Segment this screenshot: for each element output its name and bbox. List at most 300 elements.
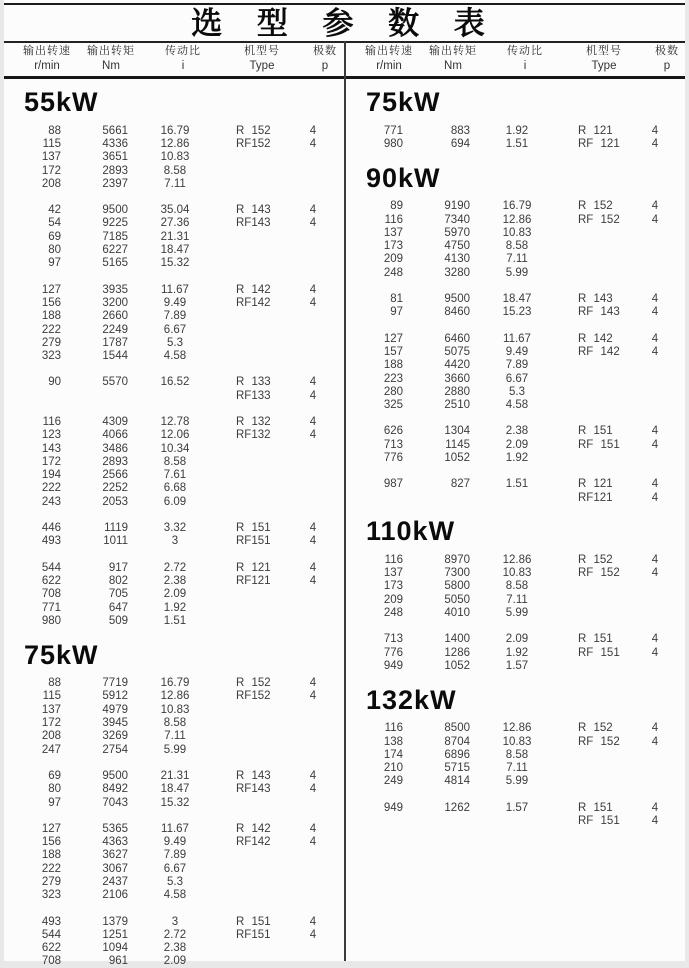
table-row [346,124,685,137]
cell-speed: 708 [41,955,61,968]
table-row [4,521,344,534]
cell-model: RF 152 [578,213,620,226]
header-ratio-unit: i [523,60,527,72]
table-row [4,822,344,835]
table-row [4,849,344,862]
cell-speed: 173 [383,580,403,593]
cell-ratio: 18.47 [160,244,190,257]
table-row [346,438,685,451]
cell-model: R 142 [236,822,271,835]
cell-poles: 4 [309,376,317,389]
table-row [346,593,685,606]
cell-torque: 1262 [444,801,470,814]
cell-ratio: 5.3 [509,385,525,398]
cell-ratio: 7.11 [506,253,528,266]
cell-model: R 151 [236,915,271,928]
cell-poles: 4 [309,574,317,587]
cell-speed: 980 [383,137,403,150]
cell-model: RF142 [236,296,271,309]
cell-torque: 3486 [102,442,128,455]
data-block [4,561,344,627]
cell-torque: 5165 [102,257,128,270]
cell-ratio: 12.78 [160,415,190,428]
page-title: 选 型 参 数 表 [191,6,498,41]
cell-torque: 509 [108,614,128,627]
cell-poles: 4 [651,567,659,580]
cell-ratio: 7.89 [163,310,187,323]
cell-torque: 2437 [102,876,128,888]
cell-speed: 222 [41,323,61,336]
section-heading: 55kW [24,87,99,117]
cell-model: RF152 [236,690,271,703]
cell-torque: 7043 [102,796,128,809]
cell-poles: 4 [309,535,317,548]
table-row [4,429,344,442]
data-block [346,292,685,319]
table-row [4,561,344,574]
section-heading: 110kW [366,516,456,547]
cell-torque: 4363 [102,836,128,849]
table-row [4,955,344,968]
cell-model: RF 142 [578,345,620,358]
cell-speed: 209 [383,253,403,266]
cell-torque: 1787 [102,336,128,349]
table-row [346,478,685,491]
cell-torque: 8970 [444,553,470,566]
cell-model: RF 151 [578,815,620,828]
cell-model: RF133 [236,389,271,402]
cell-model: R 121 [578,478,613,491]
header-ratio [144,44,222,74]
cell-model: R 152 [236,124,271,137]
cell-poles: 4 [651,345,659,358]
cell-model: R 142 [578,332,613,345]
cell-speed: 137 [41,703,61,716]
cell-torque: 4979 [102,703,128,716]
cell-speed: 771 [41,601,61,614]
cell-speed: 137 [41,151,61,164]
section-heading: 132kW [366,684,457,715]
cell-ratio: 2.38 [163,574,187,587]
cell-ratio: 2.09 [505,438,529,451]
cell-speed: 123 [41,429,61,442]
cell-speed: 210 [383,762,403,775]
table-row [346,137,685,150]
table-row [346,814,685,827]
cell-speed: 713 [383,633,403,646]
table-row [346,253,685,266]
table-row [346,775,685,788]
cell-torque: 647 [108,601,128,614]
cell-torque: 7185 [102,230,128,243]
cell-ratio: 7.89 [505,359,529,372]
cell-speed: 188 [383,359,403,372]
table-row [4,323,344,336]
cell-model: R 152 [578,722,613,735]
cell-speed: 69 [48,769,61,782]
cell-ratio: 1.51 [163,614,187,627]
table-row [346,748,685,761]
cell-ratio: 3 [171,915,179,928]
cell-poles: 4 [651,425,659,438]
cell-ratio: 3 [171,535,179,548]
cell-speed: 173 [383,240,403,253]
cell-model: RF132 [236,429,271,442]
cell-torque: 802 [108,574,128,587]
cell-model: R 151 [236,522,271,535]
table-row [4,455,344,468]
cell-ratio: 9.49 [163,296,187,309]
table-row [4,875,344,888]
cell-ratio: 10.83 [160,703,190,716]
cell-speed: 174 [383,748,403,761]
cell-ratio: 1.92 [505,646,529,659]
cell-speed: 172 [41,164,61,177]
cell-torque: 2893 [102,455,128,468]
cell-ratio: 18.47 [160,783,190,796]
cell-torque: 3935 [102,283,128,296]
cell-ratio: 2.09 [163,955,187,968]
cell-speed: 208 [41,177,61,190]
header-model-unit: Type [591,60,617,72]
cell-speed: 622 [41,942,61,955]
table-row [4,442,344,455]
cell-speed: 208 [41,730,61,743]
cell-torque: 5715 [444,762,470,775]
data-block [346,332,685,412]
header-torque [78,44,144,74]
cell-speed: 156 [41,296,61,309]
table-row [4,769,344,782]
cell-poles: 4 [309,204,317,217]
cell-speed: 194 [41,469,61,482]
table-row [4,889,344,902]
cell-torque: 2660 [102,310,128,323]
section-heading: 90kW [366,162,441,193]
table-row [4,495,344,508]
cell-speed: 172 [41,455,61,468]
cell-poles: 4 [651,137,659,150]
cell-poles: 4 [309,783,317,796]
cell-model: RF151 [236,535,271,548]
cell-ratio: 6.67 [163,862,187,875]
cell-ratio: 15.23 [502,306,532,319]
cell-torque: 5912 [102,690,128,703]
cell-poles: 4 [309,283,317,296]
table-row [346,345,685,358]
header-speed-unit: r/min [34,60,60,72]
cell-ratio: 8.58 [163,164,187,177]
cell-torque: 2880 [444,385,470,398]
cell-speed: 81 [390,293,403,306]
cell-ratio: 15.32 [160,796,190,809]
cell-model: RF151 [236,928,271,941]
cell-ratio: 1.51 [505,137,529,150]
table-row [346,200,685,213]
cell-ratio: 6.68 [163,482,187,495]
table-row [4,151,344,164]
cell-torque: 2893 [102,164,128,177]
cell-speed: 622 [41,574,61,587]
cell-speed: 88 [48,677,61,690]
table-row [4,349,344,362]
cell-ratio: 7.11 [506,762,528,775]
cell-torque: 1304 [444,425,470,438]
header-poles-unit: p [321,60,329,72]
table-row [346,735,685,748]
data-block [4,915,344,968]
cell-torque: 4010 [444,607,470,620]
cell-torque: 2566 [102,469,128,482]
cell-torque: 7719 [102,677,128,690]
table-row [346,659,685,672]
cell-speed: 323 [41,889,61,902]
data-block [4,415,344,508]
cell-ratio: 8.58 [505,240,529,253]
cell-ratio: 1.92 [163,601,187,614]
cell-ratio: 3.32 [163,522,187,535]
table-row [346,633,685,646]
cell-speed: 89 [390,200,403,213]
cell-speed: 115 [42,690,61,703]
header-model-unit: Type [249,60,275,72]
header-ratio-unit: i [181,60,185,72]
cell-ratio: 8.58 [163,717,187,730]
cell-speed: 116 [384,213,403,226]
cell-model: R 132 [236,415,271,428]
cell-ratio: 7.61 [163,469,187,482]
cell-torque: 1379 [102,915,128,928]
cell-poles: 4 [309,415,317,428]
table-row [346,385,685,398]
cell-torque: 917 [108,561,128,574]
cell-speed: 249 [383,775,403,788]
header-speed-zh: 输出转速 [365,45,413,57]
cell-speed: 708 [41,588,61,601]
cell-speed: 97 [390,306,403,319]
cell-ratio: 12.86 [160,690,190,703]
cell-ratio: 7.11 [164,177,186,190]
cell-torque: 3945 [102,717,128,730]
cell-model: RF 152 [578,735,620,748]
table-row [346,722,685,735]
table-row [4,283,344,296]
cell-torque: 705 [108,588,128,601]
cell-speed: 138 [383,735,403,748]
cell-poles: 4 [651,491,659,504]
cell-ratio: 2.09 [163,588,187,601]
table-row [346,646,685,659]
cell-torque: 9190 [444,200,470,213]
table-row [346,292,685,305]
cell-poles: 4 [651,801,659,814]
cell-ratio: 5.99 [163,743,187,756]
data-block [346,124,685,151]
table-row [4,677,344,690]
cell-poles: 4 [309,769,317,782]
cell-poles: 4 [309,296,317,309]
cell-speed: 776 [383,451,403,464]
table-row [346,239,685,252]
table-row [4,203,344,216]
cell-speed: 493 [41,535,61,548]
cell-model: R 143 [236,769,271,782]
data-block [4,203,344,269]
cell-poles: 4 [651,200,659,213]
cell-torque: 8492 [102,783,128,796]
header-ratio-zh: 传动比 [165,45,201,57]
cell-ratio: 6.09 [163,495,187,508]
cell-torque: 1119 [104,522,128,535]
cell-ratio: 10.83 [502,567,532,580]
cell-torque: 2397 [102,177,128,190]
cell-torque: 8704 [444,735,470,748]
cell-ratio: 5.99 [505,775,529,788]
cell-ratio: 10.34 [160,442,190,455]
header-torque-zh: 输出转矩 [87,45,135,57]
cell-speed: 279 [41,336,61,349]
cell-speed: 776 [383,646,403,659]
cell-speed: 446 [41,522,61,535]
cell-speed: 188 [41,310,61,323]
cell-torque: 6227 [102,244,128,257]
cell-poles: 4 [309,677,317,690]
cell-speed: 116 [42,415,61,428]
cell-torque: 4130 [444,253,470,266]
cell-speed: 771 [383,124,403,137]
cell-speed: 248 [383,607,403,620]
cell-speed: 280 [383,385,403,398]
cell-ratio: 2.38 [505,425,529,438]
table-row [4,230,344,243]
table-row [346,226,685,239]
data-block [4,124,344,190]
cell-model: RF152 [236,137,271,150]
cell-speed: 127 [383,332,403,345]
cell-poles: 4 [309,522,317,535]
cell-ratio: 27.36 [160,217,190,230]
cell-ratio: 16.79 [160,677,190,690]
table-row [346,425,685,438]
table-row [346,801,685,814]
cell-torque: 2252 [102,482,128,495]
table-row [4,730,344,743]
header-torque-unit: Nm [444,60,462,72]
header-torque-zh: 输出转矩 [429,45,477,57]
cell-speed: 127 [41,822,61,835]
table-row [346,332,685,345]
cell-torque: 4420 [444,359,470,372]
cell-ratio: 4.58 [505,399,529,412]
cell-ratio: 16.52 [160,376,190,389]
cell-ratio: 6.67 [163,323,187,336]
cell-torque: 9225 [102,217,128,230]
cell-ratio: 12.06 [160,429,190,442]
cell-torque: 9500 [444,293,470,306]
cell-speed: 248 [383,266,403,279]
cell-ratio: 1.57 [505,659,529,672]
cell-torque: 6460 [444,332,470,345]
cell-speed: 188 [41,849,61,862]
right-column [346,79,685,961]
cell-ratio: 15.32 [160,257,190,270]
header-model-zh: 机型号 [244,45,280,57]
data-block [4,376,344,403]
cell-poles: 4 [651,735,659,748]
cell-torque: 2510 [444,399,470,412]
cell-ratio: 7.11 [164,730,186,743]
table-row [4,177,344,190]
header-torque-unit: Nm [102,60,120,72]
cell-speed: 987 [383,478,403,491]
cell-poles: 4 [651,438,659,451]
header-speed-unit: r/min [376,60,402,72]
table-row [4,690,344,703]
cell-ratio: 5.3 [167,876,183,888]
table-row [4,796,344,809]
cell-poles: 4 [651,293,659,306]
table-row [4,535,344,548]
cell-ratio: 8.58 [505,748,529,761]
data-block [4,822,344,902]
cell-poles: 4 [651,633,659,646]
cell-torque: 7340 [444,213,470,226]
data-block [4,521,344,548]
cell-ratio: 21.31 [160,230,190,243]
cell-ratio: 9.49 [505,345,529,358]
section-heading: 75kW [24,639,99,670]
cell-poles: 4 [651,646,659,659]
cell-model: RF142 [236,836,271,849]
cell-torque: 2754 [102,743,128,756]
table-row [4,124,344,137]
cell-speed: 247 [41,743,61,756]
cell-speed: 493 [41,915,61,928]
cell-model: R 143 [236,204,271,217]
cell-poles: 4 [651,478,659,491]
cell-ratio: 1.92 [505,451,529,464]
table-row [4,588,344,601]
cell-ratio: 1.92 [505,124,529,137]
cell-poles: 4 [651,553,659,566]
data-block [4,769,344,809]
data-block [4,677,344,757]
cell-ratio: 12.86 [160,137,190,150]
cell-model: R 121 [578,124,613,137]
cell-torque: 1145 [445,438,470,451]
table-row [4,164,344,177]
cell-speed: 143 [41,442,61,455]
cell-model: R 133 [236,376,271,389]
cell-ratio: 4.58 [163,889,187,902]
cell-torque: 694 [450,137,470,150]
table-row [4,336,344,349]
cell-ratio: 11.67 [161,822,189,835]
selection-parameter-table-page [4,0,685,968]
table-row [346,567,685,580]
cell-torque: 883 [450,124,470,137]
table-row [4,928,344,941]
cell-torque: 1286 [444,646,470,659]
cell-speed: 544 [41,561,61,574]
cell-poles: 4 [309,915,317,928]
cell-torque: 5800 [444,580,470,593]
cell-ratio: 2.38 [163,942,187,955]
cell-torque: 3651 [102,151,128,164]
header-ratio-zh: 传动比 [507,45,543,57]
cell-model: R 151 [578,801,613,814]
cell-speed: 116 [384,553,403,566]
